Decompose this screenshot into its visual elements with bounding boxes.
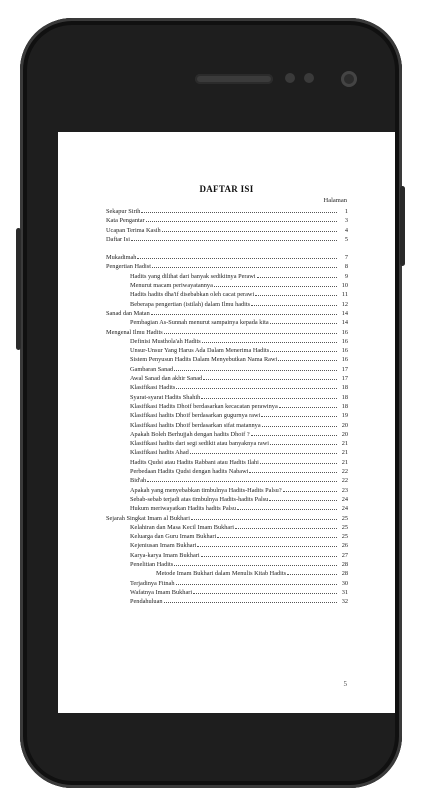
toc-leader-dots: [279, 407, 337, 408]
page-title: DAFTAR ISI: [199, 184, 254, 194]
toc-entry-title: Pengertian Hadist: [106, 263, 151, 271]
toc-entry-page: 20: [341, 430, 348, 438]
toc-entry[interactable]: [106, 272, 348, 281]
toc-leader-dots: [270, 323, 337, 324]
toc-entry-page: 20: [341, 421, 348, 429]
toc-entry-page: 14: [341, 319, 348, 327]
toc-entry-page: 9: [344, 272, 348, 280]
toc-leader-dots: [131, 240, 337, 241]
toc-entry-page: 23: [341, 486, 348, 494]
toc-entry[interactable]: [106, 328, 348, 337]
toc-entry-title: Hukum meriwayatkan Hadits hadits Palsu: [130, 505, 236, 513]
table-of-contents: [106, 207, 348, 606]
toc-entry-title: Sejarah Singkat Imam al Bukhari: [106, 514, 190, 522]
toc-entry-title: Klasifikasi Hadits: [130, 384, 176, 392]
toc-leader-dots: [202, 342, 337, 343]
toc-entry-title: Apakah yang menyebabkan timbulnya Hadits-Hadits Palsu?: [130, 486, 282, 494]
toc-entry-title: Ucapan Terima Kasih: [106, 226, 161, 234]
toc-entry[interactable]: [106, 383, 348, 392]
toc-leader-dots: [217, 537, 337, 538]
toc-entry-page: 26: [341, 542, 348, 550]
toc-entry-page: 17: [341, 365, 348, 373]
toc-entry-page: 16: [341, 356, 348, 364]
toc-entry[interactable]: [106, 402, 348, 411]
toc-entry-title: Sekapur Sirih: [106, 208, 141, 215]
toc-entry-title: Menurut macam periwayatannya: [130, 282, 213, 290]
toc-entry-page: 31: [341, 588, 348, 596]
toc-entry-page: 30: [341, 579, 348, 587]
toc-entry-title: Klasifikasi Hadits Dhoif berdasarkan kecacatan perawinya: [130, 402, 278, 410]
toc-entry-title: Definisi Musthola'ah Hadits: [130, 337, 201, 345]
toc-leader-dots: [201, 398, 337, 399]
toc-entry-page: 24: [341, 505, 348, 513]
toc-entry-title: Pendahuluan: [130, 598, 163, 606]
toc-leader-dots: [162, 231, 337, 232]
toc-entry-title: Apakah Boleh Berhujjah dengan hadits Dhoif ?: [130, 430, 250, 438]
toc-leader-dots: [193, 593, 337, 594]
toc-entry[interactable]: [106, 393, 348, 402]
toc-entry-page: 1: [344, 208, 348, 215]
toc-leader-dots: [137, 258, 337, 259]
toc-entry[interactable]: [106, 514, 348, 523]
front-camera-icon: [341, 71, 357, 87]
toc-entry-title: Hadits yang dilihat dari banyak sedikitnya Perawi: [130, 272, 256, 280]
toc-entry-title: Klasifikasi hadits Ahad: [130, 449, 189, 457]
toc-entry-title: Sebab-sebab terjadi atas timbulnya Hadits-hadits Palsu: [130, 495, 269, 503]
toc-entry-page: 18: [341, 402, 348, 410]
toc-entry[interactable]: [106, 281, 348, 290]
toc-entry-page: 19: [341, 412, 348, 420]
toc-entry-title: Karya-karya Imam Bukhari: [130, 551, 200, 559]
toc-entry-page: 18: [341, 384, 348, 392]
toc-entry-page: 28: [341, 560, 348, 568]
toc-entry[interactable]: [106, 365, 348, 374]
toc-leader-dots: [146, 221, 337, 222]
toc-entry-title: Wafatnya Imam Bukhari: [130, 588, 193, 596]
toc-leader-dots: [164, 333, 337, 334]
toc-entry-page: 21: [341, 449, 348, 457]
toc-leader-dots: [287, 574, 337, 575]
toc-entry-page: 16: [341, 337, 348, 345]
toc-entry[interactable]: [106, 523, 348, 532]
toc-entry-page: 8: [344, 263, 348, 271]
toc-leader-dots: [270, 351, 337, 352]
toc-entry[interactable]: [106, 448, 348, 457]
toc-leader-dots: [152, 267, 337, 268]
toc-leader-dots: [262, 426, 337, 427]
toc-entry-page: 3: [344, 217, 348, 225]
toc-entry-title: Syarat-syarat Hadits Shahih: [130, 393, 201, 401]
toc-entry[interactable]: [106, 318, 348, 327]
toc-entry[interactable]: [106, 430, 348, 439]
toc-entry-page: 18: [341, 393, 348, 401]
toc-entry-title: Awal Sanad dan akhir Sanad: [130, 375, 203, 383]
toc-entry-title: Metode Imam Bukhari dalam Menulis Kitab Hadits: [156, 570, 287, 578]
toc-entry-title: Pembagian As-Sunnah menurut sampainya kepada kita: [130, 319, 269, 327]
page-number: 5: [343, 680, 347, 688]
toc-leader-dots: [283, 491, 337, 492]
toc-entry[interactable]: [106, 504, 348, 513]
toc-leader-dots: [257, 277, 337, 278]
toc-entry-title: Kelahiran dan Masa Kecil Imam Bukhari: [130, 523, 235, 531]
toc-entry-title: Kejeniusan Imam Bukhari: [130, 542, 197, 550]
toc-entry-page: 28: [341, 570, 348, 578]
toc-entry-page: 16: [341, 328, 348, 336]
toc-entry-title: Hadits Qudsi atau Hadits Rabbani atau Hadits Ilahi: [130, 458, 259, 466]
toc-entry[interactable]: [106, 226, 348, 235]
toc-leader-dots: [176, 584, 338, 585]
toc-entry[interactable]: [106, 458, 348, 467]
toc-entry[interactable]: [106, 411, 348, 420]
toc-leader-dots: [176, 388, 337, 389]
toc-entry[interactable]: [106, 532, 348, 541]
toc-entry-title: Klasifikasi hadits Dhoif berdasarkan sifat matannya: [130, 421, 261, 429]
toc-entry-title: Keluarga dan Guru Imam Bukhari: [130, 533, 217, 541]
volume-button[interactable]: [16, 228, 21, 350]
toc-entry-page: 22: [341, 477, 348, 485]
toc-entry-title: Bid'ah: [130, 477, 147, 485]
toc-entry-title: Perbedaan Hadits Qudsi dengan hadits Nabawi: [130, 468, 249, 476]
earpiece-speaker: [195, 74, 273, 84]
toc-entry[interactable]: [106, 309, 348, 318]
toc-leader-dots: [191, 519, 337, 520]
toc-leader-dots: [270, 444, 337, 445]
phone-frame: [20, 18, 402, 788]
light-sensor-icon: [304, 73, 314, 83]
toc-entry[interactable]: [106, 355, 348, 364]
page-column-header: Halaman: [323, 197, 347, 204]
toc-entry[interactable]: [106, 597, 348, 606]
toc-leader-dots: [151, 314, 337, 315]
toc-entry-page: 22: [341, 468, 348, 476]
toc-entry-page: 25: [341, 523, 348, 531]
toc-entry-page: 12: [341, 300, 348, 308]
toc-entry-page: 11: [341, 291, 348, 299]
toc-leader-dots: [203, 379, 337, 380]
toc-entry[interactable]: [106, 439, 348, 448]
toc-entry-page: 16: [341, 347, 348, 355]
document-page[interactable]: [58, 132, 395, 713]
toc-entry-page: 14: [341, 309, 348, 317]
toc-entry[interactable]: [106, 476, 348, 485]
toc-entry[interactable]: [106, 235, 348, 244]
toc-entry-title: Terjadinya Fitnah: [130, 579, 175, 587]
toc-entry-title: Gambaran Sanad: [130, 365, 174, 373]
toc-leader-dots: [197, 546, 337, 547]
toc-entry-page: 17: [341, 375, 348, 383]
power-button[interactable]: [400, 186, 405, 266]
toc-entry-title: Klasifikasi hadits Dhoif berdasarkan gugurnya rawi: [130, 412, 261, 420]
toc-entry[interactable]: [106, 579, 348, 588]
toc-leader-dots: [237, 509, 337, 510]
toc-entry[interactable]: [106, 346, 348, 355]
toc-entry[interactable]: [106, 216, 348, 225]
toc-entry-title: Mengenal Ilmu Hadits: [106, 328, 163, 336]
proximity-sensor-icon: [285, 73, 295, 83]
toc-entry[interactable]: [106, 374, 348, 383]
toc-entry[interactable]: [106, 588, 348, 597]
toc-entry[interactable]: [106, 541, 348, 550]
toc-entry-page: 4: [344, 226, 348, 234]
toc-leader-dots: [251, 435, 337, 436]
toc-entry-title: Mukadimah: [106, 254, 137, 262]
toc-entry[interactable]: [106, 290, 348, 299]
toc-entry[interactable]: [106, 300, 348, 309]
toc-entry[interactable]: [106, 207, 348, 216]
toc-leader-dots: [269, 500, 337, 501]
toc-entry-title: Unsur-Unsur Yang Harus Ada Dalam Menerima Hadits: [130, 347, 270, 355]
toc-entry-title: Sistem Penyusun Hadits Dalam Menyebutkan Nama Rawi: [130, 356, 278, 364]
toc-entry[interactable]: [106, 253, 348, 262]
toc-entry-title: Daftar Isi: [106, 235, 130, 243]
toc-leader-dots: [249, 472, 337, 473]
toc-entry[interactable]: [106, 495, 348, 504]
toc-entry[interactable]: [106, 337, 348, 346]
toc-entry-page: 21: [341, 458, 348, 466]
toc-leader-dots: [147, 481, 337, 482]
toc-entry-title: Hadits hadits dha'if disebabkan oleh cacat perawi: [130, 291, 255, 299]
toc-entry-page: 24: [341, 495, 348, 503]
toc-leader-dots: [141, 212, 337, 213]
toc-leader-dots: [251, 305, 337, 306]
toc-leader-dots: [235, 528, 337, 529]
toc-entry[interactable]: [106, 467, 348, 476]
toc-entry-page: 32: [341, 598, 348, 606]
toc-entry-page: 7: [344, 254, 348, 262]
toc-entry-title: Sanad dan Matan: [106, 309, 150, 317]
toc-entry[interactable]: [106, 421, 348, 430]
toc-entry-title: Klasifikasi hadits dari segi sedikit atau banyaknya rawi: [130, 440, 270, 448]
toc-entry-title: Kata Pengantar: [106, 217, 145, 225]
toc-entry[interactable]: [106, 262, 348, 271]
toc-leader-dots: [255, 295, 337, 296]
toc-entry-page: 25: [341, 514, 348, 522]
toc-entry-page: 25: [341, 533, 348, 541]
toc-entry[interactable]: [106, 486, 348, 495]
toc-leader-dots: [278, 360, 337, 361]
toc-leader-dots: [214, 286, 337, 287]
toc-entry-page: 10: [341, 282, 348, 290]
toc-leader-dots: [201, 556, 337, 557]
toc-leader-dots: [164, 602, 337, 603]
toc-entry-title: Penelitian Hadits: [130, 560, 174, 568]
toc-entry-page: 5: [344, 235, 348, 243]
toc-entry-page: 27: [341, 551, 348, 559]
toc-entry-page: 21: [341, 440, 348, 448]
toc-leader-dots: [174, 370, 337, 371]
toc-entry[interactable]: [106, 560, 348, 569]
toc-leader-dots: [174, 565, 337, 566]
toc-entry[interactable]: [106, 551, 348, 560]
toc-leader-dots: [261, 416, 337, 417]
toc-entry[interactable]: [106, 569, 348, 578]
toc-leader-dots: [190, 453, 337, 454]
toc-entry-title: Beberapa pengertian (istilah) dalam Ilmu hadits: [130, 300, 251, 308]
toc-leader-dots: [260, 463, 337, 464]
